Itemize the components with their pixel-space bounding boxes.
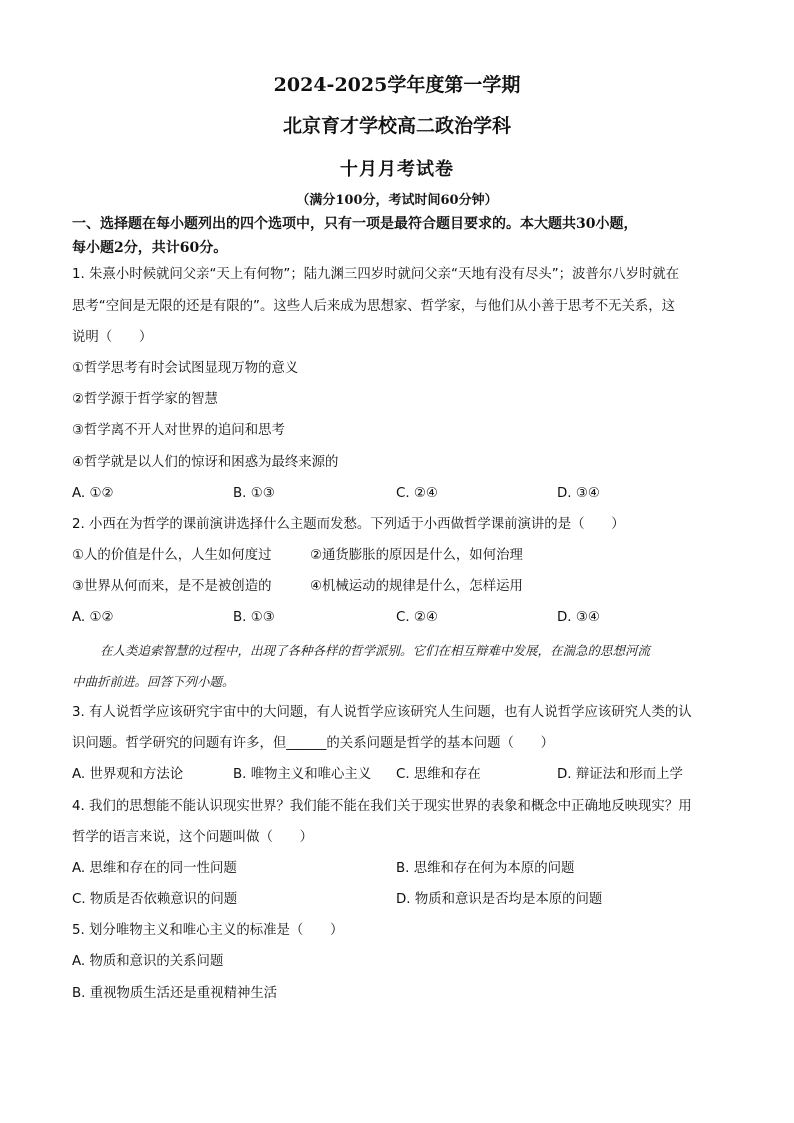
q1-option-d: D. ③④: [557, 486, 600, 501]
q1-statement-2: ②哲学源于哲学家的智慧: [72, 392, 218, 407]
q1-stem-line2: 思考“空间是无限的还是有限的”。这些人后来成为思想家、哲学家，与他们从小善于思考不无关系，这: [72, 299, 676, 314]
q1-statement-1: ①哲学思考有时会试图显现万物的意义: [72, 361, 299, 376]
q3-stem-line1: 3. 有人说哲学应该研究宇宙中的大问题，有人说哲学应该研究人生问题，也有人说哲学应该研究人类的认: [72, 705, 692, 720]
q4-option-b: B. 思维和存在何为本原的问题: [396, 861, 575, 876]
q1-option-c: C. ②④: [396, 486, 438, 501]
passage-line1: 在人类追索智慧的过程中，出现了各种各样的哲学派别。它们在相互辩难中发展，在湍急的思想河流: [100, 643, 651, 658]
q3-stem-line2: 识问题。哲学研究的问题有许多，但______的关系问题是哲学的基本问题（ ）: [72, 736, 555, 751]
q5-option-b: B. 重视物质生活还是重视精神生活: [72, 986, 278, 1001]
q1-stem-line3: 说明（ ）: [72, 330, 153, 345]
passage-line2: 中曲折前进。回答下列小题。: [72, 674, 235, 689]
section-instruction-line1: 一、选择题在每小题列出的四个选项中，只有一项是最符合题目要求的。本大题共30小题，: [72, 216, 638, 232]
q4-option-a: A. 思维和存在的同一性问题: [72, 861, 237, 876]
q1-option-b: B. ①③: [233, 486, 275, 501]
q2-option-d: D. ③④: [557, 610, 600, 625]
q2-statement-4: ④机械运动的规律是什么，怎样运用: [310, 579, 523, 594]
q1-option-a: A. ①②: [72, 486, 114, 501]
exam-name-title: 十月月考试卷: [340, 159, 454, 180]
school-subject-title: 北京育才学校高二政治学科: [282, 115, 511, 137]
exam-score-time-note: （满分100分，考试时间60分钟）: [296, 193, 498, 208]
q3-option-c: C. 思维和存在: [396, 767, 481, 782]
q1-statement-4: ④哲学就是以人们的惊讶和困惑为最终来源的: [72, 455, 339, 470]
q2-statement-2: ②通货膨胀的原因是什么，如何治理: [310, 548, 523, 563]
q4-option-d: D. 物质和意识是否均是本原的问题: [396, 892, 603, 907]
q3-option-d: D. 辩证法和形而上学: [557, 767, 683, 782]
q4-option-c: C. 物质是否依赖意识的问题: [72, 892, 238, 907]
q2-option-b: B. ①③: [233, 610, 275, 625]
q5-stem-line1: 5. 划分唯物主义和唯心主义的标准是（ ）: [72, 923, 344, 938]
q2-statement-1: ①人的价值是什么，人生如何度过: [72, 548, 272, 563]
q2-option-c: C. ②④: [396, 610, 438, 625]
q2-statement-3: ③世界从何而来，是不是被创造的: [72, 579, 272, 594]
q1-statement-3: ③哲学离不开人对世界的追问和思考: [72, 423, 285, 438]
section-instruction-line2: 每小题2分，共计60分。: [72, 240, 228, 256]
q2-stem-line1: 2. 小西在为哲学的课前演讲选择什么主题而发愁。下列适于小西做哲学课前演讲的是（ ）: [72, 517, 625, 532]
q3-option-a: A. 世界观和方法论: [72, 767, 184, 782]
q5-option-a: A. 物质和意识的关系问题: [72, 954, 224, 969]
q4-stem-line2: 哲学的语言来说，这个问题叫做（ ）: [72, 830, 314, 845]
q2-option-a: A. ①②: [72, 610, 114, 625]
q1-stem-line1: 1. 朱熹小时候就问父亲“天上有何物”；陆九渊三四岁时就问父亲“天地有没有尽头”；波普尔八岁时就在: [72, 267, 680, 282]
q3-option-b: B. 唯物主义和唯心主义: [233, 767, 372, 782]
q4-stem-line1: 4. 我们的思想能不能认识现实世界？我们能不能在我们关于现实世界的表象和概念中正确地反映现实？用: [72, 799, 692, 814]
exam-year-title: 2024-2025学年度第一学期: [273, 74, 521, 96]
